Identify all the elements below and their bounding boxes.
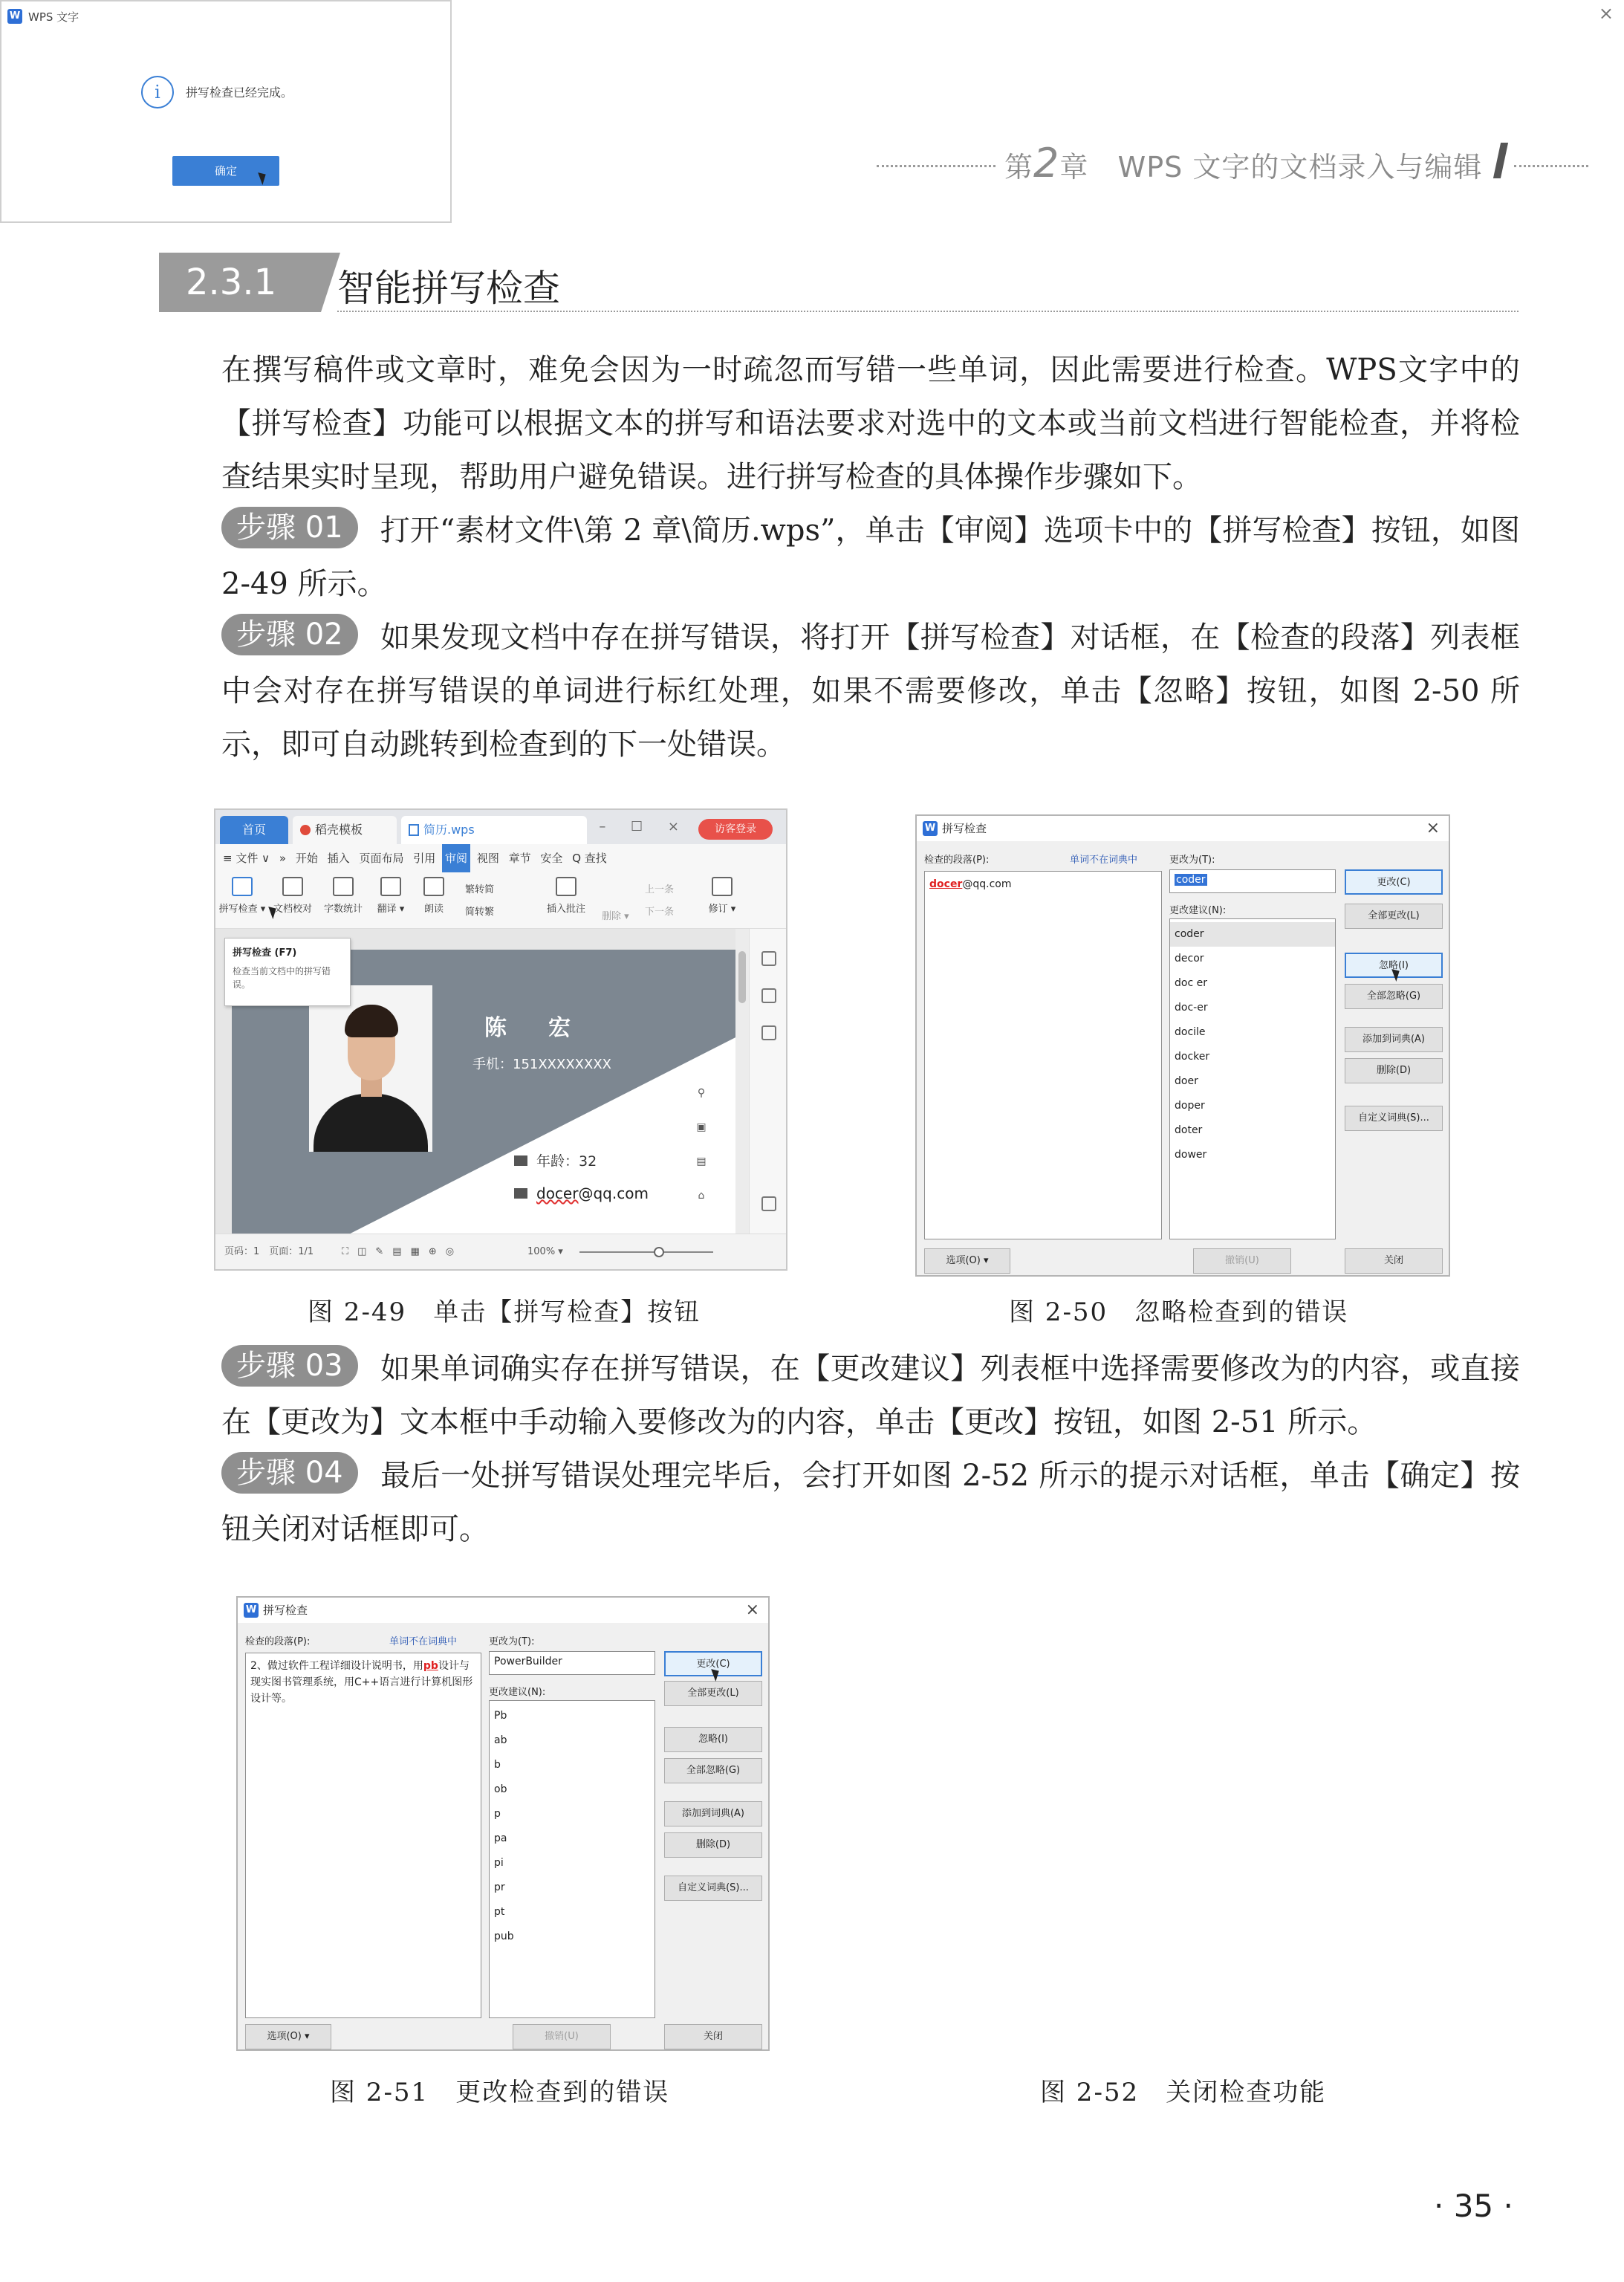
label-not-in-dict: 单词不在词典中	[1070, 855, 1138, 866]
menu-view[interactable]: 视图	[476, 852, 499, 865]
scrollbar-thumb[interactable]	[738, 951, 746, 1003]
delete-button[interactable]: 删除(D)	[664, 1832, 762, 1858]
change-to-value: coder	[1176, 874, 1206, 886]
menu-more[interactable]: »	[279, 852, 287, 865]
step-badge-01: 步骤 01	[221, 507, 358, 548]
figure-2-51-caption: 图 2-51 更改检查到的错误	[330, 2078, 670, 2107]
dialog-body	[238, 1623, 768, 2049]
header-dots-left	[877, 165, 995, 167]
document-icon	[409, 824, 419, 836]
tab-docer-label: 稻壳模板	[315, 823, 363, 837]
label-paragraph: 检查的段落(P):	[245, 1636, 311, 1647]
wps-app-icon: W	[7, 9, 22, 24]
label-change-to: 更改为(T):	[489, 1636, 535, 1647]
menu-layout[interactable]: 页面布局	[359, 852, 404, 865]
add-to-dictionary-button[interactable]: 添加到词典(A)	[1345, 1027, 1443, 1052]
dialog-title: 拼写检查	[263, 1604, 308, 1617]
page-number: · 35 ·	[1434, 2188, 1513, 2224]
ribbon-read-label: 朗读	[423, 904, 444, 915]
suggestion-item[interactable]: doc-er	[1175, 1002, 1208, 1014]
spellcheck-tooltip	[224, 938, 351, 1006]
message-box-title: WPS 文字	[28, 10, 79, 24]
resume-email-user: docer	[536, 1184, 579, 1202]
suggestion-item[interactable]: coder	[1170, 922, 1335, 947]
paragraph-error-word: pb	[423, 1660, 438, 1672]
figure-2-50-spellcheck-dialog	[915, 814, 1450, 1277]
paragraph-rest: @qq.com	[962, 878, 1012, 890]
close-button[interactable]: 关闭	[664, 2024, 762, 2049]
comment-icon	[556, 877, 576, 896]
suggestion-item[interactable]: b	[494, 1759, 501, 1771]
step-text-03: 如果单词确实存在拼写错误，在【更改建议】列表框中选择需要修改为的内容，或直接在【更改为】文本框中手动输入要修改为的内容，单击【更改】按钮，如图 2-51 所示。	[221, 1352, 1520, 1439]
paragraph-listbox[interactable]	[924, 871, 1162, 1239]
ignore-all-button[interactable]: 全部忽略(G)	[1345, 984, 1443, 1009]
chapter-prefix: 第	[1004, 151, 1034, 184]
translate-icon	[380, 877, 401, 896]
delete-button[interactable]: 删除(D)	[1345, 1058, 1443, 1083]
custom-dictionary-button[interactable]: 自定义词典(S)...	[1345, 1106, 1443, 1131]
wps-menu-bar	[215, 844, 786, 872]
header-dots-right	[1514, 165, 1588, 167]
ribbon-spellcheck-button[interactable]	[218, 877, 266, 915]
zoom-slider-track[interactable]	[579, 1251, 713, 1253]
mail-icon	[514, 1188, 527, 1199]
figure-2-51-spellcheck-dialog	[236, 1596, 770, 2051]
menu-chapter[interactable]: 章节	[508, 852, 531, 865]
header-bar	[1493, 143, 1508, 178]
wps-tab-bar	[215, 810, 786, 844]
ok-button[interactable]: 确定	[172, 156, 279, 186]
chapter-suffix: 章	[1059, 151, 1089, 184]
change-button[interactable]: 更改(C)	[664, 1651, 762, 1676]
figure-2-50-caption: 图 2-50 忽略检查到的错误	[1009, 1297, 1349, 1327]
suggestion-item[interactable]: doc er	[1175, 977, 1207, 989]
add-to-dictionary-button[interactable]: 添加到词典(A)	[664, 1801, 762, 1826]
status-zoom[interactable]: 100% ▾	[527, 1246, 563, 1257]
label-change-to: 更改为(T):	[1169, 855, 1215, 866]
options-dropdown[interactable]: 选项(O) ▾	[924, 1248, 1010, 1274]
ribbon-comment-label: 插入批注	[546, 904, 585, 915]
tooltip-desc: 检查当前文档中的拼写错误。	[233, 966, 331, 990]
tab-document-label: 简历.wps	[423, 823, 475, 837]
grid-icon[interactable]	[761, 1196, 776, 1211]
pen-icon[interactable]	[761, 951, 776, 966]
status-page: 页码：1 页面：1/1	[224, 1246, 314, 1257]
tab-docer[interactable]	[293, 816, 397, 844]
ignore-button[interactable]: 忽略(I)	[1345, 953, 1443, 978]
menu-insert[interactable]: 插入	[327, 852, 350, 865]
dialog-titlebar	[917, 816, 1449, 841]
info-icon: i	[141, 76, 174, 108]
message-text: 拼写检查已经完成。	[186, 85, 293, 100]
ribbon-translate-button[interactable]	[367, 877, 415, 915]
section-rule	[337, 311, 1519, 312]
ignore-all-button[interactable]: 全部忽略(G)	[664, 1758, 762, 1783]
menu-security[interactable]: 安全	[540, 852, 563, 865]
wps-app-icon: W	[244, 1603, 259, 1618]
step-03	[160, 1342, 1520, 1449]
suggestions-listbox[interactable]	[489, 1700, 655, 2018]
suggestions-listbox[interactable]	[1169, 918, 1336, 1239]
figure-2-49-wps-window	[214, 808, 787, 1271]
resume-email-domain: @qq.com	[578, 1184, 649, 1202]
suggestion-item[interactable]: pub	[494, 1931, 514, 1942]
zoom-slider-knob[interactable]	[654, 1247, 664, 1257]
wordcount-icon	[333, 877, 354, 896]
window-controls[interactable]: – ☐ ×	[599, 819, 689, 834]
suggestion-item[interactable]: ob	[494, 1783, 507, 1795]
person-icon	[514, 1155, 527, 1166]
figure-2-52-caption: 图 2-52 关闭检查功能	[1040, 2078, 1327, 2107]
suggestion-item[interactable]: Pb	[494, 1710, 507, 1722]
step-02	[160, 611, 1520, 771]
suggestion-item[interactable]: p	[494, 1808, 501, 1820]
ribbon-read-button[interactable]	[410, 877, 458, 915]
resume-phone: 手机：151XXXXXXXX	[472, 1057, 612, 1072]
undo-button[interactable]: 撤销(U)	[1193, 1248, 1291, 1274]
vertical-scrollbar[interactable]	[735, 929, 749, 1235]
menu-file[interactable]: ≡ 文件 ∨	[223, 852, 270, 865]
intro-text: 在撰写稿件或文章时，难免会因为一时疏忽而写错一些单词，因此需要进行检查。WPS文字中的【拼写检查】功能可以根据文本的拼写和语法要求对选中的文本或当前文档进行智能检查，并将检查结果实时呈现，帮助用户避免错误。进行拼写检查的具体操作步骤如下。	[221, 353, 1520, 494]
dialog-titlebar	[238, 1598, 768, 1623]
ribbon-comment-button[interactable]	[542, 877, 590, 915]
options-dropdown[interactable]: 选项(O) ▾	[245, 2024, 331, 2049]
home-icon: ⌂	[698, 1190, 705, 1202]
suggestion-item[interactable]: doter	[1175, 1124, 1203, 1136]
chapter-number: 2	[1033, 140, 1060, 187]
ribbon-spellcheck-label: 拼写检查 ▾	[218, 904, 266, 915]
resume-email	[514, 1184, 649, 1202]
tab-document[interactable]	[401, 816, 587, 844]
change-button[interactable]: 更改(C)	[1345, 869, 1443, 895]
close-icon[interactable]: ×	[1426, 819, 1440, 837]
menu-start[interactable]: 开始	[295, 852, 318, 865]
change-to-input[interactable]	[1169, 869, 1336, 893]
docer-logo-icon	[300, 825, 311, 835]
step-text-02: 如果发现文档中存在拼写错误，将打开【拼写检查】对话框，在【检查的段落】列表框中会对存在拼写错误的单词进行标红处理，如果不需要修改，单击【忽略】按钮，如图 2-50 所示，即可自动跳转到检查到的下一处错误。	[221, 620, 1520, 762]
step-text-01: 打开“素材文件\第 2 章\简历.wps”，单击【审阅】选项卡中的【拼写检查】按钮，如图 2-49 所示。	[221, 513, 1520, 601]
menu-review[interactable]: 审阅	[442, 844, 470, 872]
close-button[interactable]: 关闭	[1345, 1248, 1443, 1274]
suggestion-item[interactable]: pa	[494, 1832, 507, 1844]
read-aloud-icon	[423, 877, 444, 896]
paragraph-error-word: docer	[929, 878, 963, 890]
ribbon-revise-label: 修订 ▾	[708, 904, 736, 915]
paragraph-listbox[interactable]	[245, 1653, 481, 2018]
suggestion-item[interactable]: dower	[1175, 1149, 1207, 1161]
wps-app-icon: W	[923, 821, 938, 836]
paragraph-after: 设计与现实图书管理系统，用C++语言进行计算机图形设计等。	[250, 1660, 473, 1705]
step-badge-03: 步骤 03	[221, 1345, 358, 1387]
ribbon-revise-button[interactable]	[698, 877, 746, 915]
ribbon-simp-button[interactable]: 简转繁	[465, 907, 495, 918]
custom-dictionary-button[interactable]: 自定义词典(S)...	[664, 1876, 762, 1901]
status-bar	[215, 1234, 786, 1269]
suggestion-item[interactable]: pi	[494, 1857, 504, 1869]
step-badge-02: 步骤 02	[221, 614, 358, 655]
resume-side-icons	[685, 1076, 718, 1213]
figure-2-49-caption: 图 2-49 单击【拼写检查】按钮	[308, 1297, 701, 1327]
menu-references[interactable]: 引用	[413, 852, 436, 865]
book-icon: ▤	[696, 1155, 707, 1167]
undo-button[interactable]: 撤销(U)	[513, 2024, 611, 2049]
intro-paragraph	[160, 343, 1520, 504]
suggestion-item[interactable]: docker	[1175, 1051, 1210, 1063]
close-icon[interactable]: ×	[1598, 3, 1614, 24]
shapes-icon[interactable]	[761, 1025, 776, 1040]
suggestion-item[interactable]: ab	[494, 1734, 507, 1746]
ribbon-proofread-label: 文档校对	[273, 904, 312, 915]
suggestion-item[interactable]: docile	[1175, 1026, 1206, 1038]
ribbon-wordcount-button[interactable]	[319, 877, 367, 915]
spellcheck-icon	[232, 877, 253, 896]
change-all-button[interactable]: 全部更改(L)	[1345, 904, 1443, 929]
header-text	[1004, 140, 1482, 187]
paragraph-before: 2、做过软件工程详细设计说明书，用	[250, 1660, 423, 1672]
label-paragraph: 检查的段落(P):	[924, 855, 990, 866]
running-header	[877, 140, 1590, 187]
ribbon-wordcount-label: 字数统计	[323, 904, 363, 915]
ignore-button[interactable]: 忽略(I)	[664, 1727, 762, 1752]
tab-home[interactable]: 首页	[220, 816, 288, 844]
suggestion-item[interactable]: pt	[494, 1906, 505, 1918]
chapter-title: WPS 文字的文档录入与编辑	[1117, 151, 1483, 184]
ribbon-prev-button[interactable]: 上一条	[645, 884, 675, 895]
tooltip-title: 拼写检查 (F7)	[233, 947, 297, 959]
side-toolbar	[749, 929, 787, 1235]
section-title: 智能拼写检查	[337, 267, 560, 310]
suggestion-item[interactable]: doper	[1175, 1100, 1205, 1112]
step-04	[160, 1449, 1520, 1556]
label-suggestions: 更改建议(N):	[489, 1687, 546, 1698]
section-heading	[159, 253, 1519, 312]
resume-age	[514, 1150, 597, 1170]
menu-search[interactable]: Q 查找	[572, 852, 607, 865]
link-icon: ⚲	[697, 1087, 706, 1099]
change-to-input[interactable]: PowerBuilder	[489, 1651, 655, 1675]
dialog-body	[917, 841, 1449, 1275]
ribbon-translate-label: 翻译 ▾	[377, 904, 405, 915]
change-all-button[interactable]: 全部更改(L)	[664, 1681, 762, 1706]
resume-name: 陈宏	[484, 1015, 612, 1041]
resume-age-text: 年龄：32	[536, 1153, 597, 1170]
wps-ribbon	[215, 872, 786, 929]
suggestion-item[interactable]: doer	[1175, 1075, 1198, 1087]
close-icon[interactable]: ×	[745, 1601, 759, 1619]
ribbon-delete-button[interactable]: 删除 ▾	[602, 911, 629, 922]
ribbon-trad-button[interactable]: 繁转简	[465, 884, 495, 895]
calendar-icon: ▣	[696, 1121, 707, 1133]
pointer-icon[interactable]	[761, 988, 776, 1003]
step-badge-04: 步骤 04	[221, 1452, 358, 1494]
view-mode-icons[interactable]: ⛶◫✎▤▦⊕◎	[342, 1246, 464, 1257]
dialog-title: 拼写检查	[942, 822, 987, 835]
resume-photo	[309, 985, 432, 1152]
revise-icon	[712, 877, 733, 896]
label-not-in-dict: 单词不在词典中	[389, 1636, 458, 1647]
step-01	[160, 504, 1520, 611]
login-button[interactable]: 访客登录	[698, 819, 773, 840]
step-text-04: 最后一处拼写错误处理完毕后，会打开如图 2-52 所示的提示对话框，单击【确定】按钮关闭对话框即可。	[221, 1459, 1520, 1546]
suggestion-item[interactable]: decor	[1175, 953, 1204, 965]
suggestion-item[interactable]: pr	[494, 1881, 505, 1893]
label-suggestions: 更改建议(N):	[1169, 905, 1227, 916]
proofread-icon	[282, 877, 303, 896]
ribbon-next-button[interactable]: 下一条	[645, 907, 675, 918]
section-number: 2.3.1	[159, 253, 321, 312]
